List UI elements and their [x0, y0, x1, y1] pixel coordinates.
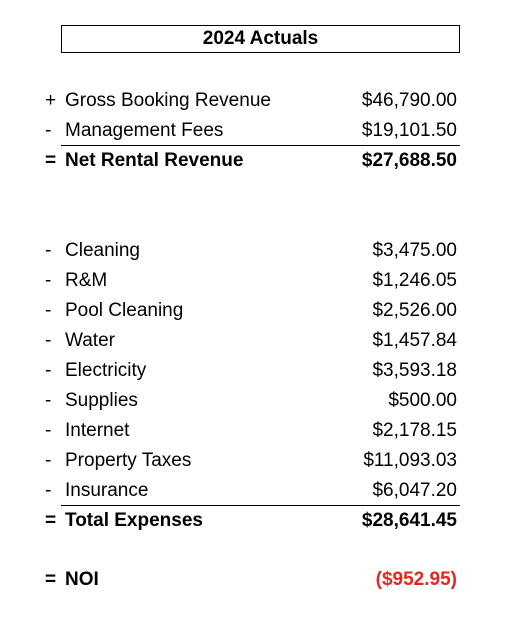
- row-sign: =: [45, 569, 57, 590]
- row-sign: -: [45, 300, 52, 321]
- row-label: Management Fees: [65, 120, 224, 141]
- expense-row: [45, 356, 457, 386]
- row-amount: $28,641.45: [361, 510, 457, 531]
- total-expenses-row: [45, 506, 457, 536]
- row-amount: $19,101.50: [361, 120, 457, 141]
- row-amount: $1,246.05: [372, 270, 457, 291]
- expense-row: [45, 476, 457, 506]
- row-label: Electricity: [65, 360, 147, 381]
- row-amount: $1,457.84: [372, 330, 457, 351]
- expense-row: [45, 236, 457, 266]
- row-amount: $2,526.00: [372, 300, 457, 321]
- row-sign: -: [45, 330, 52, 351]
- row-amount: $46,790.00: [361, 90, 457, 111]
- row-sign: -: [45, 270, 52, 291]
- row-label: Net Rental Revenue: [65, 150, 244, 171]
- row-label: Internet: [65, 420, 130, 441]
- noi-amount: ($952.95): [375, 569, 457, 590]
- row-amount: $3,593.18: [372, 360, 457, 381]
- row-amount: $11,093.03: [363, 450, 457, 471]
- expense-row: [45, 386, 457, 416]
- row-label: Gross Booking Revenue: [65, 90, 271, 111]
- row-label: Total Expenses: [65, 510, 203, 531]
- row-sign: =: [45, 150, 57, 171]
- row-label: Property Taxes: [65, 450, 192, 471]
- expense-row: [45, 266, 457, 296]
- expense-row: [45, 416, 457, 446]
- row-label: R&M: [65, 270, 108, 291]
- row-sign: -: [45, 360, 52, 381]
- row-label: Insurance: [65, 480, 149, 501]
- noi-row: [45, 565, 457, 595]
- row-sign: -: [45, 240, 52, 261]
- row-amount: $2,178.15: [372, 420, 457, 441]
- row-sign: -: [45, 120, 52, 141]
- row-label: Water: [65, 330, 115, 351]
- row-sign: -: [45, 450, 52, 471]
- row-sign: -: [45, 420, 52, 441]
- row-label: Supplies: [65, 390, 138, 411]
- row-label: NOI: [65, 569, 99, 590]
- row-amount: $3,475.00: [372, 240, 457, 261]
- row-sign: =: [45, 510, 57, 531]
- row-sign: +: [45, 90, 57, 111]
- row-label: Cleaning: [65, 240, 140, 261]
- expense-row: [45, 296, 457, 326]
- expense-row: [45, 326, 457, 356]
- row-label: Pool Cleaning: [65, 300, 184, 321]
- net-rental-revenue-row: [45, 146, 457, 176]
- row-amount: $6,047.20: [372, 480, 457, 501]
- row-sign: -: [45, 480, 52, 501]
- expense-row: [45, 446, 457, 476]
- row-amount: $27,688.50: [361, 150, 457, 171]
- row-sign: -: [45, 390, 52, 411]
- row-amount: $500.00: [388, 390, 457, 411]
- gross-booking-revenue-row: [45, 86, 457, 116]
- management-fees-row: [45, 116, 457, 146]
- report-title: 2024 Actuals: [61, 25, 460, 53]
